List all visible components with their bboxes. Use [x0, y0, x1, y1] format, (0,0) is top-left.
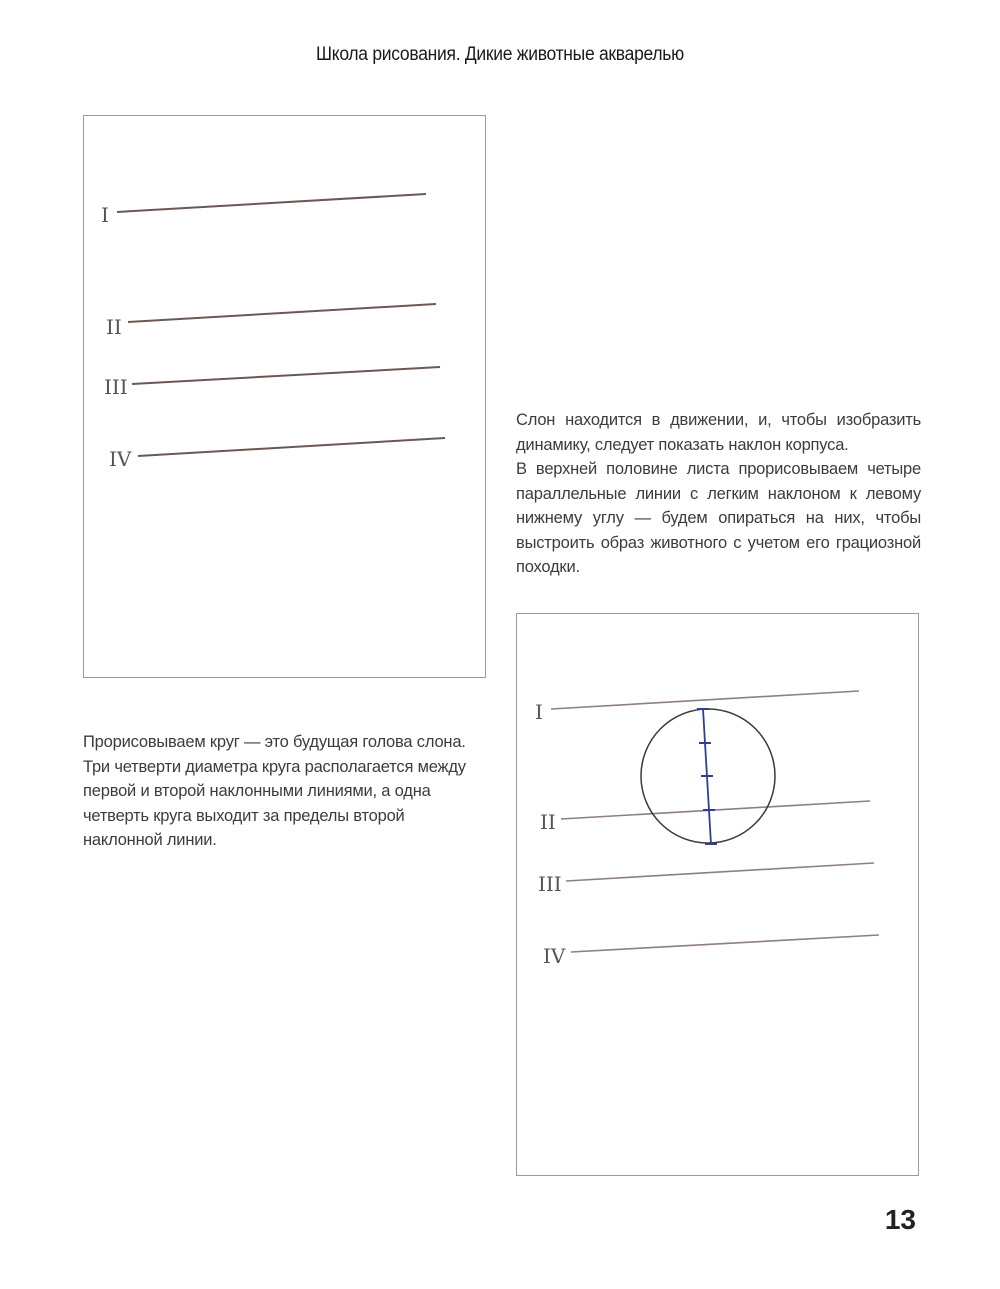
instruction-1-paragraph-1: Слон находится в движении, и, чтобы изобразить динамику, следует показать наклон корпуса.	[516, 411, 921, 454]
guide-line-2	[561, 801, 870, 819]
guide-line-4	[138, 438, 445, 456]
numeral-3: III	[104, 375, 128, 399]
numeral-4: IV	[543, 944, 566, 968]
illustration-step-1	[83, 115, 486, 678]
illustration-step-2	[516, 613, 919, 1176]
guide-line-4	[571, 935, 879, 952]
numeral-2: II	[540, 810, 556, 834]
instruction-2-paragraph-1: Прорисовываем круг — это будущая голова слона. Три четверти диаметра круга располагается между первой и второй наклонными линиями, а одна четверть круга выходит за пределы второй наклонной линии.	[83, 733, 466, 849]
instruction-1-paragraph-2: В верхней половине листа прорисовываем четыре параллельные линии с легким наклоном к левому нижнему углу — будем опираться на них, чтобы выстроить образ животного с учетом его грациозной походки.	[516, 460, 921, 576]
step-2-drawing	[517, 614, 918, 1175]
numeral-1: I	[101, 203, 109, 227]
numeral-1: I	[535, 700, 543, 724]
guide-line-1	[117, 194, 426, 212]
guide-line-2	[128, 304, 436, 322]
instruction-text-2	[83, 730, 488, 853]
guide-line-1	[551, 691, 859, 709]
page-number: 13	[884, 1204, 916, 1235]
guide-line-3	[566, 863, 874, 881]
guide-line-3	[132, 367, 440, 384]
numeral-4: IV	[109, 447, 132, 471]
instruction-text-1	[516, 408, 921, 580]
numeral-3: III	[538, 872, 562, 896]
page-header-title: Школа рисования. Дикие животные акварелью	[316, 44, 684, 65]
numeral-2: II	[106, 315, 122, 339]
step-1-drawing	[84, 116, 485, 677]
